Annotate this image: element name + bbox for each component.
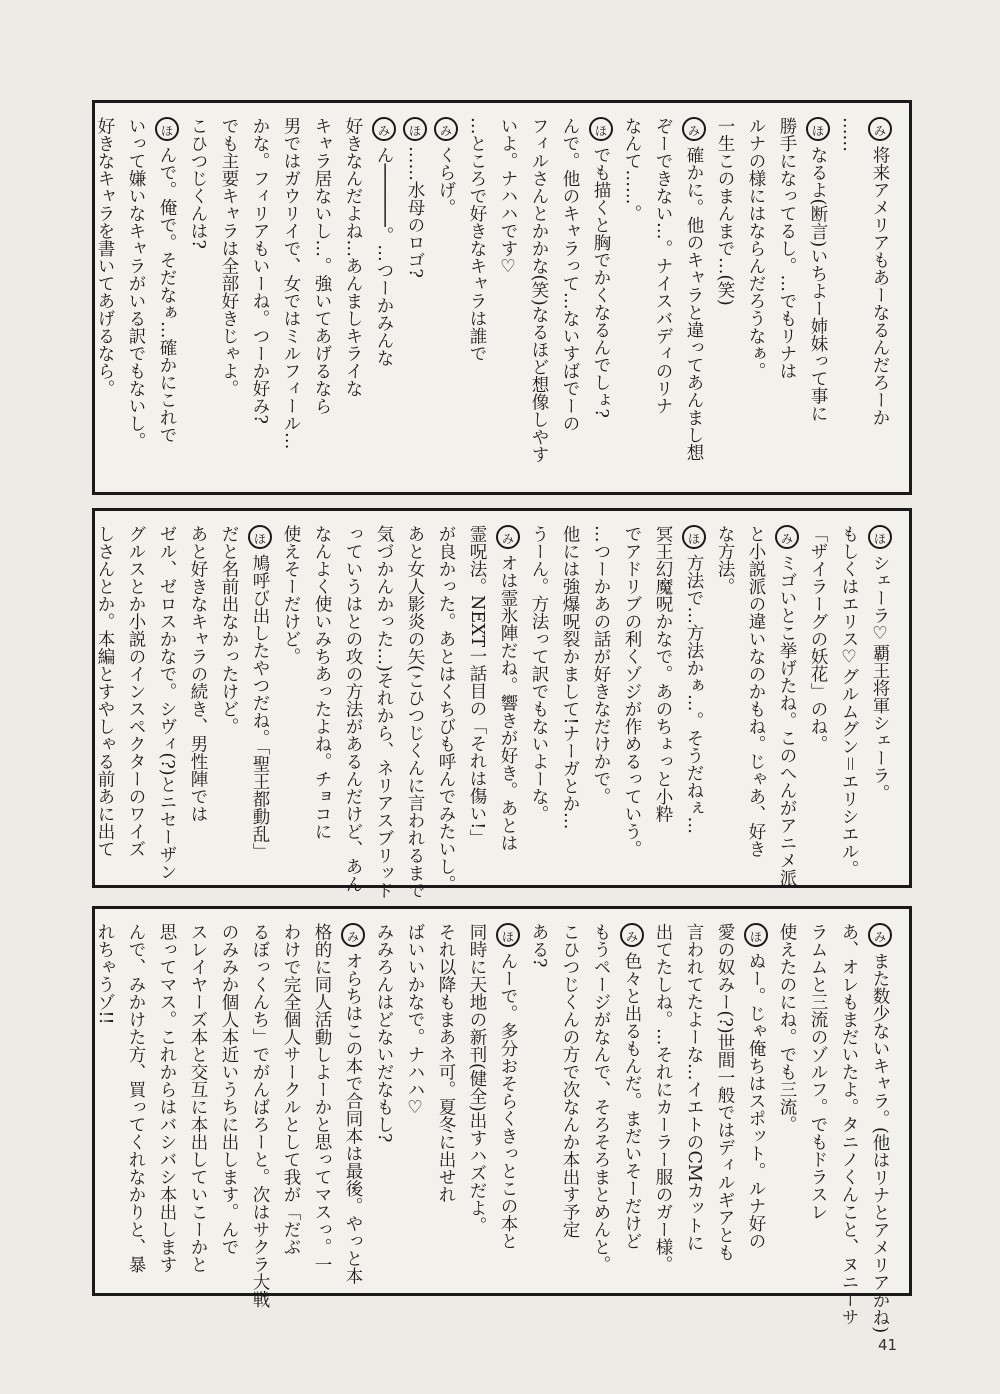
dialogue-line — [430, 923, 461, 1279]
dialogue-line — [864, 923, 895, 1334]
dialogue-line — [430, 117, 461, 478]
speaker-mark: ほ — [589, 117, 613, 141]
dialogue-text: ぬー。じゃ俺ちはスポット。ルナ好の — [746, 952, 766, 1250]
dialogue-text: なんて……。 — [622, 117, 642, 222]
speaker-mark: ほ — [403, 117, 427, 141]
dialogue-text: ばいいかなで。ナハハ♡ — [405, 923, 425, 1118]
dialogue-text: 冥王幻魔呪かなで。あのちょっと小粋 — [653, 525, 673, 823]
dialogue-text: キャラ居ないし…。強いてあげるなら — [312, 117, 332, 415]
dialogue-text: 愛の奴みー(?)世間一般ではディルギアとも — [715, 923, 735, 1262]
dialogue-text: 思ってマス。これからはバシバシ本出します — [157, 923, 177, 1273]
dialogue-text: 出てたしね。…それにカーラー服のガー様。 — [653, 923, 673, 1273]
dialogue-text: かな。フィリアもいーね。つーか好み? — [250, 117, 270, 424]
dialogue-text: でも主要キャラは全部好きじゃよ。 — [219, 117, 239, 397]
dialogue-line — [89, 923, 120, 1279]
dialogue-line — [461, 525, 492, 871]
dialogue-line — [585, 117, 616, 478]
dialogue-line — [554, 525, 585, 871]
dialogue-text: 好きなんだよね…あんましキライな — [343, 117, 363, 397]
dialogue-text: 色々と出るもんだ。まだいそーだけど — [622, 952, 642, 1250]
dialogue-line — [802, 117, 833, 478]
speaker-mark: ほ — [248, 525, 272, 549]
dialogue-line — [616, 525, 647, 871]
dialogue-text: っていうはとの攻の方法があるんだけど、あん — [343, 525, 363, 893]
dialogue-text-3 — [95, 923, 895, 1334]
dialogue-line — [306, 525, 337, 871]
dialogue-line — [647, 525, 678, 871]
dialogue-line — [709, 525, 740, 871]
dialogue-line — [182, 117, 213, 478]
speaker-mark: み — [682, 117, 706, 141]
dialogue-line — [306, 117, 337, 478]
dialogue-line — [771, 117, 802, 478]
dialogue-line — [89, 117, 120, 478]
dialogue-line — [120, 117, 151, 478]
dialogue-line — [337, 117, 368, 478]
page-number: 41 — [878, 1336, 898, 1354]
dialogue-text: 好きなキャラを書いてあげるなら。 — [95, 117, 115, 397]
dialogue-text: スレイヤーズ本と交互に本出していこーかと — [188, 923, 208, 1273]
dialogue-line — [523, 117, 554, 478]
dialogue-line — [492, 923, 523, 1279]
dialogue-line — [399, 117, 430, 478]
dialogue-text: 鳩呼び出したやつだね。「聖王都動乱」 — [250, 554, 270, 861]
dialogue-text: ん──────。…つーかみんな — [374, 146, 394, 367]
speaker-mark: ほ — [155, 117, 179, 141]
dialogue-text-2 — [95, 525, 895, 900]
dialogue-line — [275, 923, 306, 1279]
dialogue-text: オは霊氷陣だね。響きが好き。あとは — [498, 554, 518, 852]
dialogue-text: それ以降もまあネ可。夏冬に出せれ — [436, 923, 456, 1203]
dialogue-line — [647, 117, 678, 478]
dialogue-text: 勝手になってるし。…でもリナは — [777, 117, 797, 380]
dialogue-text: もうページがなんで、そろそろまとめんと。 — [591, 923, 611, 1273]
speaker-mark: み — [341, 923, 365, 947]
dialogue-text: しさんとか。本編とすやしゃる前あに出て — [95, 525, 115, 858]
dialogue-line — [337, 525, 368, 893]
dialogue-text: …つーかあの話が好きなだけかで。 — [591, 525, 611, 805]
dialogue-text: が良かった。あとはくちびも呼んでみたいし。 — [436, 525, 456, 893]
dialogue-text: みみろんはどないだなもし? — [374, 923, 394, 1143]
dialogue-line — [616, 923, 647, 1279]
dialogue-line — [678, 525, 709, 871]
dialogue-text: 使えたのにね。でも三流。 — [777, 923, 797, 1133]
dialogue-text: ぞーできない…。ナイスバディのリナ — [653, 117, 673, 415]
dialogue-line — [678, 923, 709, 1279]
dialogue-text: んで。俺で。そだなぁ…確かにこれで — [157, 146, 177, 444]
dialogue-text: んで、みかけた方、買ってくれなかりと、暴 — [126, 923, 146, 1273]
speaker-mark: ほ — [806, 117, 830, 141]
dialogue-text: ……水母のロゴ? — [405, 146, 425, 278]
dialogue-text: 言われてたよーな…イエトのCMカットに — [684, 923, 704, 1252]
dialogue-text: ゼル、ゼロスかなで。シヴィ(?)とニセーザン — [157, 525, 177, 881]
dialogue-line — [492, 117, 523, 478]
dialogue-line — [771, 525, 802, 887]
speaker-mark: ほ — [682, 525, 706, 549]
dialogue-line — [616, 117, 647, 478]
dialogue-text: んーで。多分おそらくきっとこの本と — [498, 952, 518, 1250]
dialogue-text: …… — [839, 117, 859, 152]
dialogue-line — [368, 923, 399, 1279]
dialogue-line — [151, 525, 182, 881]
dialogue-text: 気づかんかった…)それから、ネリアスブリッド — [374, 525, 394, 900]
dialogue-text: でも描くと胸でかくなるんでしょ? — [591, 146, 611, 418]
dialogue-line — [120, 923, 151, 1279]
dialogue-line — [523, 525, 554, 871]
dialogue-text: くらげ。 — [436, 146, 456, 216]
dialogue-line — [151, 923, 182, 1279]
dialogue-panel-1 — [92, 100, 912, 495]
dialogue-line — [213, 525, 244, 871]
dialogue-line — [399, 923, 430, 1279]
dialogue-line — [275, 525, 306, 871]
speaker-mark: み — [372, 117, 396, 141]
dialogue-text: なるよ(断言)いちよー姉妹って事に — [808, 146, 828, 423]
dialogue-line — [461, 117, 492, 478]
dialogue-text: 一生このまんまで…(笑) — [715, 117, 735, 306]
speaker-mark: み — [868, 923, 892, 947]
dialogue-text: こひつじくんの方で次なんか本出す予定 — [560, 923, 580, 1238]
dialogue-line — [244, 525, 275, 871]
dialogue-text: なんよく使いみちあったよね。チョコに — [312, 525, 332, 840]
dialogue-text: ある? — [529, 923, 549, 968]
dialogue-line — [771, 923, 802, 1279]
dialogue-line — [182, 923, 213, 1279]
dialogue-text: だと名前出なかったけど。 — [219, 525, 239, 735]
dialogue-text: 格的に同人活動しよーかと思ってマスっ。一 — [312, 923, 332, 1273]
dialogue-text: あ、オレもまだいたよ。タニノくんこと、ヌニーサ — [839, 923, 859, 1326]
dialogue-line — [337, 923, 368, 1285]
dialogue-text: いよ。ナハハです♡ — [498, 117, 518, 277]
dialogue-text: 「ザイラーグの妖花」のね。 — [808, 525, 828, 753]
dialogue-text: いって嫌いなキャラがいる訳でもないし。 — [126, 117, 146, 450]
dialogue-line — [430, 525, 461, 893]
dialogue-text: と小説派の違いなのかもね。じゃあ、好き — [746, 525, 766, 858]
dialogue-line — [740, 525, 771, 871]
dialogue-text: また数少ないキャラ。(他はリナとアメリアかね) — [870, 952, 890, 1334]
dialogue-line — [740, 923, 771, 1279]
speaker-mark: み — [434, 117, 458, 141]
dialogue-line — [833, 525, 864, 878]
dialogue-line — [368, 525, 399, 900]
dialogue-line — [864, 525, 895, 871]
dialogue-text: るぼっくんち」でがんばろーと。次はサクラ大戦 — [250, 923, 270, 1308]
dialogue-line — [399, 525, 430, 900]
dialogue-text: うーん。方法って訳でもないよーな。 — [529, 525, 549, 823]
dialogue-line — [833, 923, 864, 1326]
dialogue-text: 同時に天地の新刊(健全)出すハズだよ。 — [467, 923, 487, 1235]
dialogue-line — [244, 117, 275, 478]
dialogue-line — [368, 117, 399, 478]
dialogue-text: こひつじくんは? — [188, 117, 208, 249]
dialogue-text: な方法。 — [715, 525, 735, 595]
dialogue-text: あと好きなキャラの続き、男性陣では — [188, 525, 208, 823]
dialogue-line — [647, 923, 678, 1279]
speaker-mark: み — [868, 117, 892, 141]
dialogue-line — [275, 117, 306, 478]
dialogue-line — [833, 117, 864, 478]
dialogue-text: れちゃうゾ!! — [95, 923, 115, 1025]
dialogue-line — [864, 117, 895, 478]
dialogue-line — [182, 525, 213, 871]
dialogue-line — [523, 923, 554, 1279]
dialogue-line — [585, 525, 616, 871]
dialogue-text: 他には強爆呪裂かまして!ナーガとか… — [560, 525, 580, 830]
dialogue-text: 使えそーだけど。 — [281, 525, 301, 665]
dialogue-text: ミゴいとこ挙げたね。このへんがアニメ派 — [777, 554, 797, 887]
dialogue-line — [678, 117, 709, 478]
dialogue-line — [244, 923, 275, 1308]
dialogue-line — [120, 525, 151, 871]
dialogue-line — [554, 923, 585, 1279]
dialogue-line — [585, 923, 616, 1279]
dialogue-line — [89, 525, 120, 871]
dialogue-text: 霊呪法。NEXT一話目の「それは傷い!」 — [467, 525, 487, 847]
dialogue-text: んで。他のキャラって…ないすばでーの — [560, 117, 580, 432]
dialogue-text: 男ではガウリイで、女ではミルフィール… — [281, 117, 301, 450]
speaker-mark: ほ — [744, 923, 768, 947]
dialogue-line — [554, 117, 585, 478]
dialogue-text: フィルさんとかかな(笑)なるほど想像しやす — [529, 117, 549, 464]
speaker-mark: み — [775, 525, 799, 549]
dialogue-panel-2 — [92, 508, 912, 900]
dialogue-text: 確かに。他のキャラと違ってあんまし想 — [684, 146, 704, 461]
dialogue-line — [802, 923, 833, 1279]
dialogue-line — [802, 525, 833, 871]
dialogue-line — [492, 525, 523, 871]
dialogue-text: でアドリブの利くゾジが作めるっていう。 — [622, 525, 642, 858]
speaker-mark: ほ — [496, 923, 520, 947]
dialogue-text: ルナの様にはならんだろうなぁ。 — [746, 117, 766, 380]
dialogue-line — [306, 923, 337, 1279]
dialogue-text: …ところで好きなキャラは誰で — [467, 117, 487, 362]
dialogue-text: シェーラ♡覇王将軍シェーラ。 — [870, 554, 890, 802]
dialogue-text: ラムムと三流のゾルフ。でもドラスレ — [808, 923, 828, 1221]
dialogue-text: わけで完全個人サークルとして我が「だぶ — [281, 923, 301, 1256]
speaker-mark: み — [496, 525, 520, 549]
dialogue-line — [740, 117, 771, 478]
dialogue-line — [461, 923, 492, 1279]
speaker-mark: ほ — [868, 525, 892, 549]
dialogue-line — [709, 117, 740, 478]
dialogue-text-1 — [95, 117, 895, 478]
dialogue-line — [213, 117, 244, 478]
dialogue-text: あと女人影炎の矢(こひつじくんに言われるまで — [405, 525, 425, 900]
dialogue-text: 方法で…方法かぁ…。そうだねぇ… — [684, 554, 704, 834]
dialogue-text: オらちはこの本で合同本は最後。やっと本 — [343, 952, 363, 1285]
dialogue-line — [709, 923, 740, 1279]
dialogue-panel-3 — [92, 906, 912, 1334]
dialogue-line — [213, 923, 244, 1279]
dialogue-text: 将来アメリアもあーなるんだろーか — [870, 146, 890, 426]
dialogue-text: のみみか個人本近いうちに出します。んで — [219, 923, 239, 1256]
dialogue-line — [151, 117, 182, 478]
dialogue-text: グルスとか小説のインスペクターのワイズ — [126, 525, 146, 858]
dialogue-text: もしくはエリス♡グルムグン＝エリシエル。 — [839, 525, 859, 878]
speaker-mark: み — [620, 923, 644, 947]
